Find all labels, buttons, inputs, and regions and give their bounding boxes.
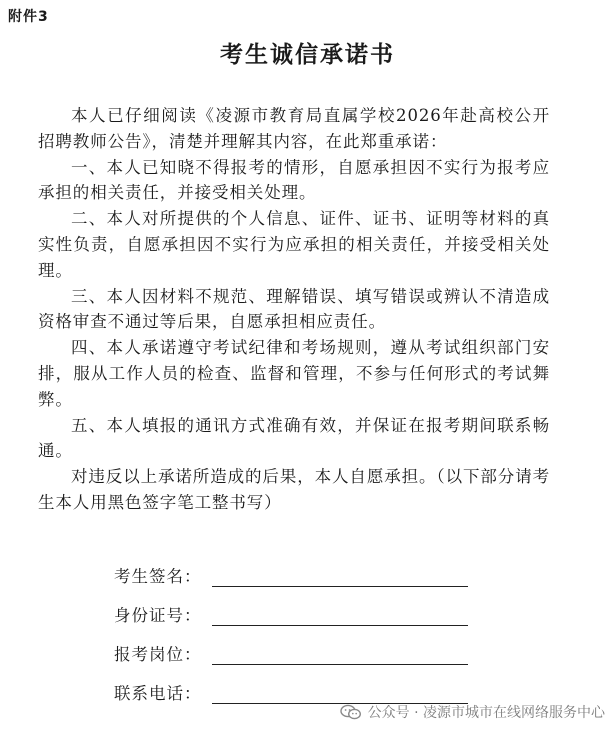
signature-field[interactable]	[212, 566, 468, 587]
field-row-id-number	[114, 587, 468, 626]
paragraph-item-4: 四、本人承诺遵守考试纪律和考场规则，遵从考试组织部门安排，服从工作人员的检查、监督和管理，不参与任何形式的考试舞弊。	[38, 338, 550, 409]
signature-fields	[114, 548, 468, 704]
phone-label: 联系电话：	[114, 684, 202, 703]
watermark	[340, 702, 605, 722]
position-label: 报考岗位：	[114, 645, 202, 664]
position-field[interactable]	[212, 644, 468, 665]
field-row-position	[114, 626, 468, 665]
pledge-body	[38, 103, 550, 516]
document-title: 考生诚信承诺书	[220, 42, 395, 68]
attachment-label: 附件3	[8, 9, 49, 25]
signature-label: 考生签名：	[114, 567, 202, 586]
phone-field[interactable]	[212, 683, 468, 704]
paragraph-closing: 对违反以上承诺所造成的后果，本人自愿承担。（以下部分请考生本人用黑色签字笔工整书写）	[38, 467, 550, 512]
paragraph-item-2: 二、本人对所提供的个人信息、证件、证书、证明等材料的真实性负责，自愿承担因不实行为应承担的相关责任，并接受相关处理。	[38, 209, 550, 280]
wechat-icon	[340, 704, 362, 720]
paragraph-item-5: 五、本人填报的通讯方式准确有效，并保证在报考期间联系畅通。	[38, 415, 550, 461]
paragraph-intro: 本人已仔细阅读《凌源市教育局直属学校2026年赴高校公开招聘教师公告》，清楚并理解其内容，在此郑重承诺：	[38, 106, 550, 151]
paragraph-item-1: 一、本人已知晓不得报考的情形，自愿承担因不实行为报考应承担的相关责任，并接受相关处理。	[38, 157, 550, 203]
id-number-label: 身份证号：	[114, 606, 202, 625]
paragraph-item-3: 三、本人因材料不规范、理解错误、填写错误或辨认不清造成资格审查不通过等后果，自愿承担相应责任。	[38, 286, 550, 332]
field-row-phone	[114, 665, 468, 704]
field-row-signature	[114, 548, 468, 587]
watermark-text: 公众号 · 凌源市城市在线网络服务中心	[367, 705, 605, 721]
id-number-field[interactable]	[212, 605, 468, 626]
